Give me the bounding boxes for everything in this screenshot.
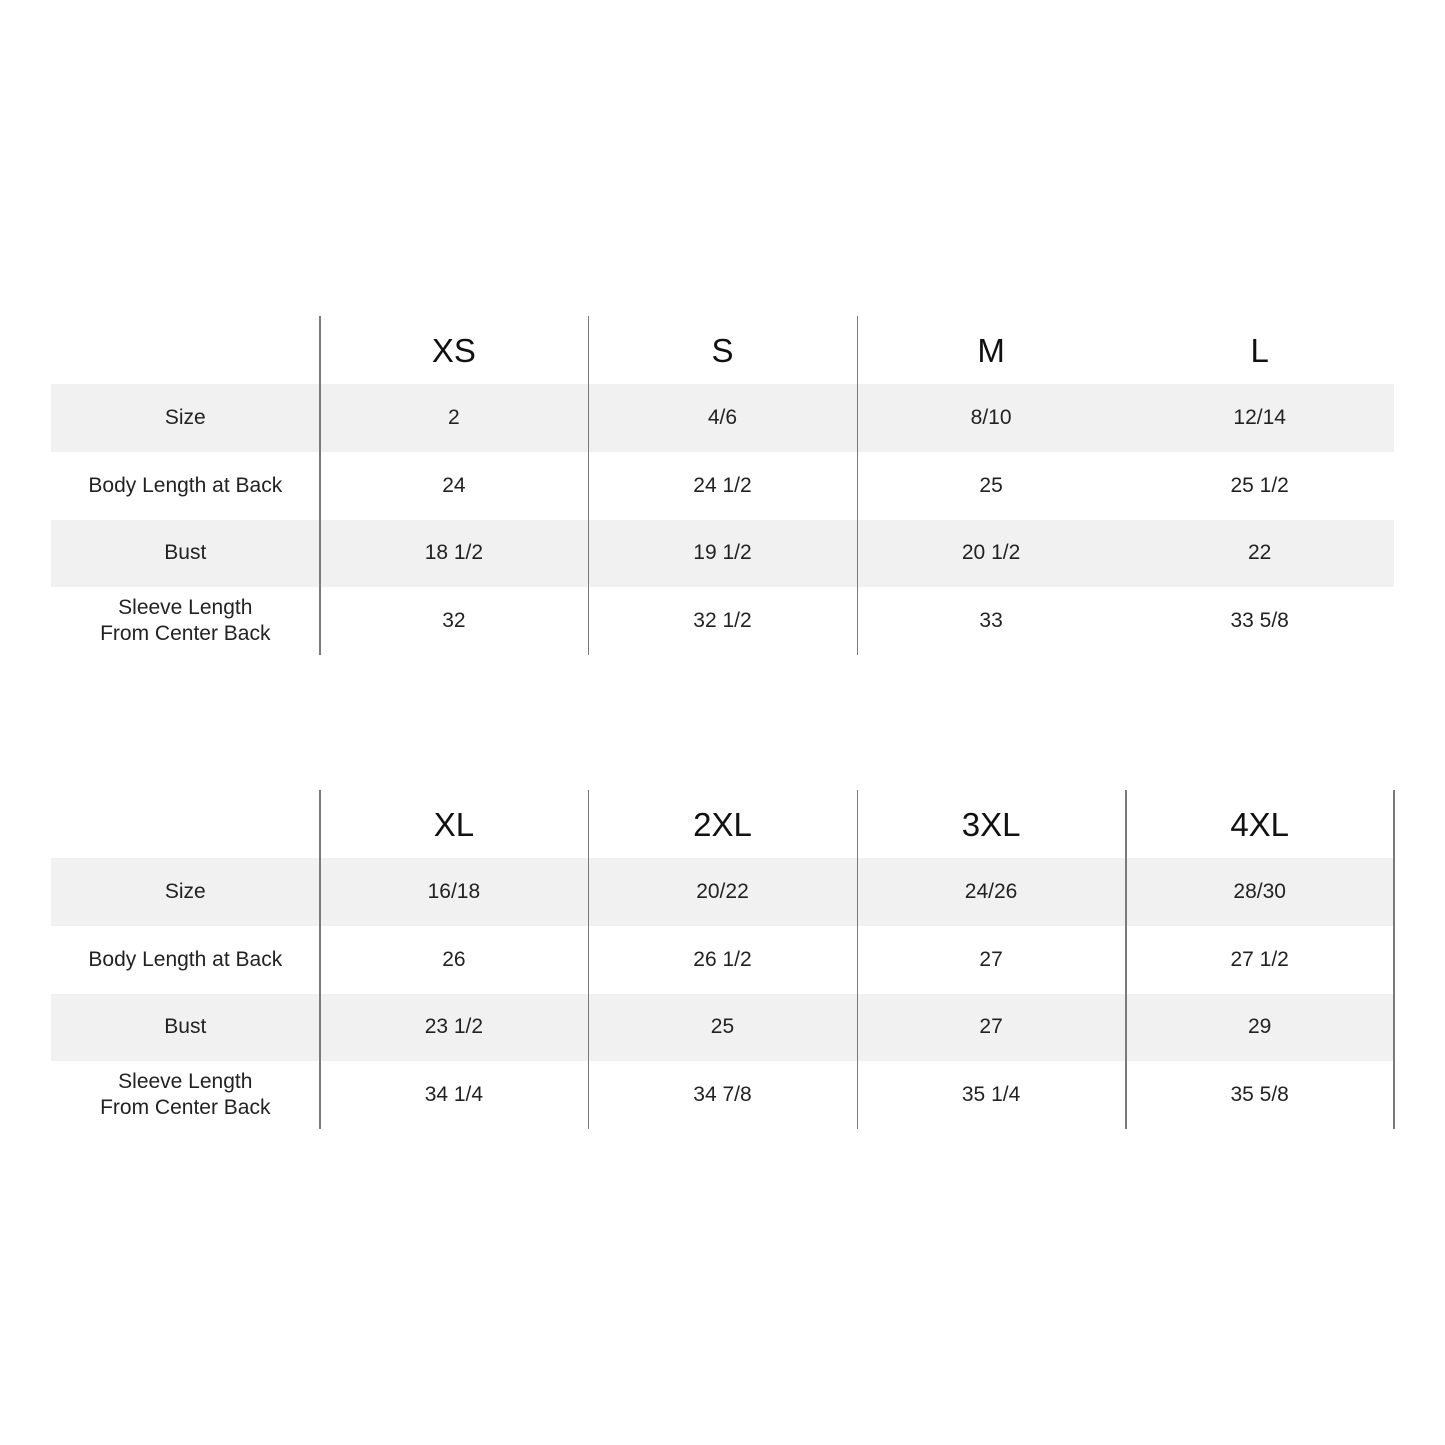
cell-value: 28/30 xyxy=(1233,879,1286,903)
row-label: Size xyxy=(164,879,206,903)
header-blank-cell xyxy=(51,316,320,384)
cell-value: 32 xyxy=(442,609,466,633)
cell-value: 35 5/8 xyxy=(1230,1083,1289,1107)
cell-value: 32 1/2 xyxy=(693,609,752,633)
table-row-bust xyxy=(51,520,1394,588)
header-row xyxy=(51,316,1394,384)
cell-value: 34 1/4 xyxy=(424,1083,484,1107)
cell-value: 2 xyxy=(448,405,460,429)
header-row xyxy=(51,790,1394,858)
header-size-m: M xyxy=(977,332,1005,369)
row-label xyxy=(51,587,320,655)
cell-value: 25 xyxy=(979,473,1003,497)
column-divider xyxy=(588,790,590,1129)
cell-value: 16/18 xyxy=(427,879,481,903)
size-chart-table-2 xyxy=(51,790,1394,1129)
cell-value: 20 1/2 xyxy=(961,541,1021,565)
column-divider xyxy=(319,790,321,1129)
column-divider xyxy=(1393,790,1395,1129)
header-size-2xl: 2XL xyxy=(693,806,752,843)
cell-value: 18 1/2 xyxy=(424,541,484,565)
cell-value: 27 xyxy=(979,1015,1003,1039)
cell-value: 12/14 xyxy=(1233,405,1286,429)
cell-value: 35 1/4 xyxy=(961,1083,1021,1107)
cell-value: 24 1/2 xyxy=(693,473,752,497)
cell-value: 25 xyxy=(710,1015,735,1039)
cell-value: 26 1/2 xyxy=(693,947,752,971)
column-divider xyxy=(857,790,859,1129)
row-label-line-2: From Center Back xyxy=(100,622,271,646)
cell-value: 25 1/2 xyxy=(1230,473,1289,497)
size-chart-table-1 xyxy=(51,316,1394,655)
cell-value: 29 xyxy=(1247,1015,1272,1039)
header-size-xs: XS xyxy=(431,332,476,369)
cell-value: 20/22 xyxy=(696,879,749,903)
header-size-xl: XL xyxy=(433,806,475,843)
header-size-4xl: 4XL xyxy=(1230,806,1290,843)
header-size-l: L xyxy=(1250,332,1269,369)
cell-value: 4/6 xyxy=(707,405,738,429)
row-label: Body Length at Back xyxy=(88,473,283,497)
column-divider xyxy=(857,316,859,655)
table-row-sleeve-length xyxy=(51,1061,1394,1129)
cell-value: 27 1/2 xyxy=(1230,947,1289,971)
row-label xyxy=(51,1061,320,1129)
column-divider xyxy=(1125,790,1127,1129)
cell-value: 34 7/8 xyxy=(693,1083,752,1107)
row-label: Size xyxy=(164,405,206,429)
table-row-size xyxy=(51,384,1394,452)
row-label-line-1: Sleeve Length xyxy=(118,1070,253,1094)
column-divider xyxy=(588,316,590,655)
header-size-3xl: 3XL xyxy=(961,806,1021,843)
row-label-line-2: From Center Back xyxy=(100,1096,271,1120)
cell-value: 24 xyxy=(442,473,466,497)
cell-value: 33 xyxy=(979,609,1003,633)
row-label: Body Length at Back xyxy=(88,947,283,971)
cell-value: 8/10 xyxy=(970,405,1012,429)
cell-value: 26 xyxy=(442,947,466,971)
cell-value: 19 1/2 xyxy=(693,541,752,565)
table-row-body-length xyxy=(51,926,1394,994)
cell-value: 33 5/8 xyxy=(1230,609,1289,633)
column-divider xyxy=(319,316,321,655)
cell-value: 27 xyxy=(979,947,1003,971)
cell-value: 24/26 xyxy=(964,879,1018,903)
cell-value: 23 1/2 xyxy=(424,1015,484,1039)
cell-value: 22 xyxy=(1247,541,1272,565)
header-size-s: S xyxy=(711,332,734,369)
table-row-bust xyxy=(51,994,1394,1062)
table-row-size xyxy=(51,858,1394,926)
table-row-body-length xyxy=(51,452,1394,520)
row-label: Bust xyxy=(164,1015,207,1039)
row-label-line-1: Sleeve Length xyxy=(118,596,253,620)
row-label: Bust xyxy=(164,541,207,565)
header-blank-cell xyxy=(51,790,320,858)
table-row-sleeve-length xyxy=(51,587,1394,655)
